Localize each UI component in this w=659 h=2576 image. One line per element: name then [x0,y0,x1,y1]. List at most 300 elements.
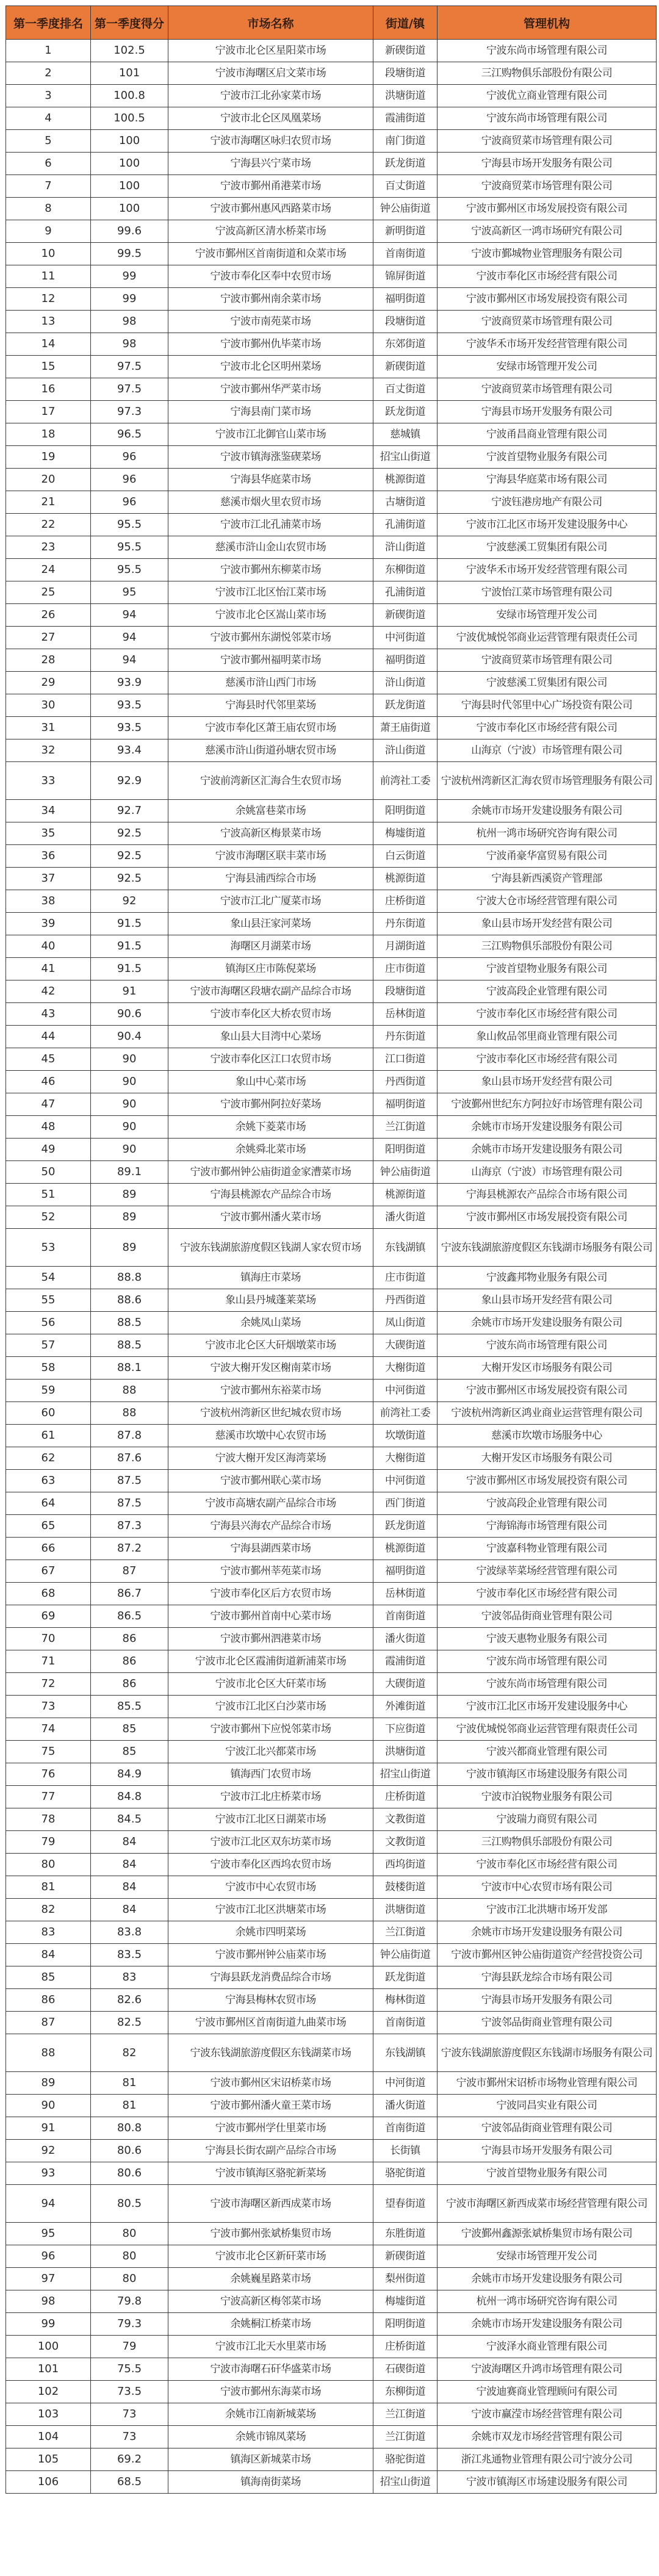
manager-cell: 宁波兴都商业管理有限公司 [438,1741,657,1763]
score-cell: 80 [91,2245,168,2268]
manager-cell: 三江购物俱乐部股份有限公司 [438,935,657,958]
table-row [6,935,657,958]
street-cell: 跃龙街道 [373,1515,438,1538]
market-name-cell: 宁海县华庭菜市场 [168,469,373,491]
manager-cell: 宁海县新西溪资产管理部 [438,868,657,890]
market-name-cell: 镇海区庄市陈倪菜场 [168,958,373,980]
market-name-cell: 宁波市鄞州区首南街道九曲菜市场 [168,2012,373,2034]
score-cell: 90 [91,1048,168,1071]
manager-cell: 宁波首望物业服务有限公司 [438,446,657,469]
rank-cell: 47 [6,1093,91,1116]
manager-cell: 余姚市市场开发建设服务有限公司 [438,1312,657,1334]
score-cell: 99.5 [91,243,168,265]
score-cell: 88.5 [91,1312,168,1334]
table-row [6,62,657,85]
manager-cell: 慈溪市坎墩市场服务中心 [438,1425,657,1447]
manager-cell: 宁波商贸菜市场管理有限公司 [438,130,657,153]
market-name-cell: 余姚巍星路菜市场 [168,2268,373,2290]
score-cell: 84.8 [91,1786,168,1808]
rank-cell: 38 [6,890,91,913]
rank-cell: 64 [6,1492,91,1515]
street-cell: 前湾社工委 [373,762,438,800]
street-cell: 前湾社工委 [373,1402,438,1425]
street-cell: 白云街道 [373,845,438,868]
rank-cell: 74 [6,1718,91,1741]
score-cell: 88 [91,1380,168,1402]
street-cell: 丹东街道 [373,1026,438,1048]
market-name-cell: 象山县汪家河菜场 [168,913,373,935]
market-name-cell: 宁波东钱湖旅游度假区东钱湖菜市场 [168,2034,373,2072]
table-row [6,2313,657,2336]
rank-cell: 49 [6,1139,91,1161]
manager-cell: 宁波鄞州鑫源张斌桥集贸市场有限公司 [438,2223,657,2245]
market-name-cell: 宁波市鄞州联心菜市场 [168,1470,373,1492]
table-row [6,1786,657,1808]
manager-cell: 余姚市市场开发建设服务有限公司 [438,2268,657,2290]
manager-cell: 大榭开发区市场服务有限公司 [438,1357,657,1380]
manager-cell: 宁波嘉科物业管理有限公司 [438,1538,657,1560]
manager-cell: 宁波迪赛商业管理顾问有限公司 [438,2381,657,2403]
score-cell: 91.5 [91,958,168,980]
manager-cell: 宁海县时代邻里中心广场投资有限公司 [438,694,657,717]
market-name-cell: 宁波大榭开发区榭南菜市场 [168,1357,373,1380]
score-cell: 100.8 [91,85,168,107]
score-cell: 95.5 [91,536,168,559]
manager-cell: 浙江兆通物业管理有限公司宁波分公司 [438,2448,657,2471]
market-name-cell: 余姚下菱菜市场 [168,1116,373,1139]
market-name-cell: 宁波市鄞州甬港菜市场 [168,175,373,198]
rank-cell: 26 [6,604,91,627]
street-cell: 凤山街道 [373,1312,438,1334]
manager-cell: 宁波市江北区市场开发建设服务中心 [438,514,657,536]
market-name-cell: 镇海西门农贸市场 [168,1763,373,1786]
score-cell: 82.6 [91,1989,168,2012]
market-name-cell: 余姚富巷菜市场 [168,800,373,822]
table-row [6,958,657,980]
table-row [6,423,657,446]
manager-cell: 宁海县市场开发服务有限公司 [438,1989,657,2012]
market-name-cell: 宁波市鄞州福明菜市场 [168,649,373,672]
market-name-cell: 宁波市北仑区新矸菜市场 [168,2245,373,2268]
score-cell: 89 [91,1184,168,1206]
market-name-cell: 宁波市鄞州首南中心菜市场 [168,1605,373,1628]
street-cell: 梅林街道 [373,1989,438,2012]
street-cell: 长街镇 [373,2140,438,2162]
manager-cell: 宁波鑫邦物业服务有限公司 [438,1267,657,1289]
table-row [6,1071,657,1093]
rank-cell: 48 [6,1116,91,1139]
table-row [6,2403,657,2426]
table-row [6,175,657,198]
rank-cell: 30 [6,694,91,717]
market-name-cell: 宁波市江北区日湖菜市场 [168,1808,373,1831]
table-row [6,1184,657,1206]
score-cell: 83 [91,1966,168,1989]
market-name-cell: 宁波高新区梅邻菜市场 [168,2290,373,2313]
market-name-cell: 宁波高新区梅景菜市场 [168,822,373,845]
market-name-cell: 宁海县兴宁菜市场 [168,153,373,175]
market-name-cell: 宁波市海曙区联丰菜市场 [168,845,373,868]
score-cell: 87.5 [91,1492,168,1515]
score-cell: 94 [91,649,168,672]
market-name-cell: 宁波市奉化区江口农贸市场 [168,1048,373,1071]
street-cell: 东钱湖镇 [373,1229,438,1267]
market-name-cell: 宁波市奉化区后方农贸市场 [168,1583,373,1605]
rank-cell: 29 [6,672,91,694]
manager-cell: 宁波市镇海区市场建设服务有限公司 [438,2471,657,2494]
table-row [6,401,657,423]
street-cell: 兰江街道 [373,1116,438,1139]
street-cell: 潘火街道 [373,1206,438,1229]
table-row [6,694,657,717]
market-name-cell: 宁波市鄞州学仕里菜市场 [168,2117,373,2140]
score-cell: 93.5 [91,717,168,739]
table-row [6,1515,657,1538]
score-cell: 102.5 [91,40,168,62]
table-row [6,2268,657,2290]
rank-cell: 32 [6,739,91,762]
rank-cell: 79 [6,1831,91,1854]
market-name-cell: 宁波东钱湖旅游度假区钱湖人家农贸市场 [168,1229,373,1267]
table-row [6,1093,657,1116]
street-cell: 段塘街道 [373,980,438,1003]
rank-cell: 33 [6,762,91,800]
manager-cell: 宁波首望物业服务有限公司 [438,958,657,980]
table-row [6,1831,657,1854]
score-cell: 86 [91,1673,168,1696]
table-row [6,1854,657,1876]
rank-cell: 87 [6,2012,91,2034]
street-cell: 阳明街道 [373,2313,438,2336]
rank-cell: 36 [6,845,91,868]
manager-cell: 宁波高段企业管理有限公司 [438,980,657,1003]
market-name-cell: 宁波市北仑区大矸烟墩菜市场 [168,1334,373,1357]
manager-cell: 宁波甬昌商业管理有限公司 [438,423,657,446]
rank-cell: 70 [6,1628,91,1650]
table-row [6,2336,657,2358]
manager-cell: 宁波绿莘菜场经营管理有限公司 [438,1560,657,1583]
market-name-cell: 宁海县跃龙消费品综合市场 [168,1966,373,1989]
score-cell: 87.5 [91,1470,168,1492]
table-row [6,868,657,890]
table-row [6,1402,657,1425]
rank-cell: 94 [6,2185,91,2223]
street-cell: 浒山街道 [373,672,438,694]
market-name-cell: 余姚桐江桥菜市场 [168,2313,373,2336]
market-name-cell: 宁波市鄞州泗港菜市场 [168,1628,373,1650]
manager-cell: 宁海县桃源农产品综合市场有限公司 [438,1184,657,1206]
rank-cell: 57 [6,1334,91,1357]
street-cell: 首南街道 [373,1605,438,1628]
rank-cell: 11 [6,265,91,288]
table-row [6,130,657,153]
street-cell: 鼓楼街道 [373,1876,438,1899]
market-name-cell: 余姚市锦凤菜场 [168,2426,373,2448]
market-name-cell: 宁波市奉化区奉中农贸市场 [168,265,373,288]
street-cell: 兰江街道 [373,2426,438,2448]
market-name-cell: 宁波市北仑区星阳菜市场 [168,40,373,62]
market-name-cell: 宁波市奉化区西坞农贸市场 [168,1854,373,1876]
table-row [6,1267,657,1289]
market-name-cell: 宁波市江北区白沙菜市场 [168,1696,373,1718]
table-row [6,1048,657,1071]
rank-cell: 42 [6,980,91,1003]
street-cell: 西坞街道 [373,1854,438,1876]
market-name-cell: 宁波前湾新区汇海合生农贸市场 [168,762,373,800]
table-row [6,627,657,649]
score-cell: 88.5 [91,1334,168,1357]
table-row [6,2162,657,2185]
rank-cell: 43 [6,1003,91,1026]
manager-cell: 三江购物俱乐部股份有限公司 [438,62,657,85]
score-cell: 85.5 [91,1696,168,1718]
rank-cell: 53 [6,1229,91,1267]
table-row [6,2381,657,2403]
score-cell: 86 [91,1628,168,1650]
street-cell: 福明街道 [373,1093,438,1116]
table-row [6,1696,657,1718]
market-name-cell: 慈溪市浒山街道孙塘农贸市场 [168,739,373,762]
manager-cell: 余姚市市场开发建设服务有限公司 [438,800,657,822]
manager-cell: 宁海锦海市场管理有限公司 [438,1515,657,1538]
market-name-cell: 宁波市江北区怡江菜市场 [168,581,373,604]
manager-cell: 宁海县市场开发服务有限公司 [438,153,657,175]
manager-cell: 宁海县市场开发服务有限公司 [438,401,657,423]
street-cell: 福明街道 [373,288,438,311]
market-name-cell: 宁海县湖西菜市场 [168,1538,373,1560]
street-cell: 岳林街道 [373,1583,438,1605]
manager-cell: 宁波市江北区市场开发建设服务中心 [438,1696,657,1718]
table-row [6,1334,657,1357]
street-cell: 庄桥街道 [373,2336,438,2358]
score-cell: 86.7 [91,1583,168,1605]
score-cell: 92.7 [91,800,168,822]
manager-cell: 宁波慈溪工贸集团有限公司 [438,672,657,694]
street-cell: 新碶街道 [373,356,438,378]
score-cell: 86.5 [91,1605,168,1628]
score-cell: 89 [91,1229,168,1267]
manager-cell: 宁波华禾市场开发经营管理有限公司 [438,559,657,581]
table-row [6,2426,657,2448]
rank-cell: 105 [6,2448,91,2471]
score-cell: 88 [91,1402,168,1425]
market-name-cell: 宁波市鄞州东柳菜市场 [168,559,373,581]
market-name-cell: 宁波市鄞州潘火童王菜市场 [168,2095,373,2117]
street-cell: 东柳街道 [373,2381,438,2403]
table-row [6,1116,657,1139]
rank-cell: 12 [6,288,91,311]
rank-cell: 73 [6,1696,91,1718]
score-cell: 90.6 [91,1003,168,1026]
table-row [6,1560,657,1583]
score-cell: 96 [91,469,168,491]
score-cell: 80.8 [91,2117,168,2140]
manager-cell: 宁波高新区一鸿市场研究有限公司 [438,220,657,243]
table-row [6,1718,657,1741]
rank-cell: 66 [6,1538,91,1560]
rank-cell: 62 [6,1447,91,1470]
manager-cell: 宁波市鄞州区市场发展投资有限公司 [438,1206,657,1229]
street-cell: 霞浦街道 [373,107,438,130]
table-row [6,845,657,868]
table-row [6,1206,657,1229]
market-name-cell: 海曙区月湖菜市场 [168,935,373,958]
table-row [6,1289,657,1312]
market-name-cell: 宁海县浦西综合市场 [168,868,373,890]
rank-cell: 40 [6,935,91,958]
table-row [6,2140,657,2162]
street-cell: 西门街道 [373,1492,438,1515]
table-row [6,1876,657,1899]
rank-cell: 20 [6,469,91,491]
street-cell: 大榭街道 [373,1447,438,1470]
rank-cell: 10 [6,243,91,265]
manager-cell: 三江购物俱乐部股份有限公司 [438,1831,657,1854]
rank-cell: 101 [6,2358,91,2381]
table-row [6,2471,657,2494]
manager-cell: 宁波市江北洪塘市场开发部 [438,1899,657,1921]
manager-cell: 宁波东尚市场管理有限公司 [438,107,657,130]
manager-cell: 宁波钰港房地产有限公司 [438,491,657,514]
score-cell: 92.5 [91,845,168,868]
table-row [6,1139,657,1161]
manager-cell: 宁波市泊锐物业服务有限公司 [438,1786,657,1808]
manager-cell: 宁波市奉化区市场经营有限公司 [438,1048,657,1071]
table-row [6,2245,657,2268]
rank-cell: 54 [6,1267,91,1289]
manager-cell: 宁波市鄞州区市场发展投资有限公司 [438,288,657,311]
score-cell: 80.6 [91,2162,168,2185]
table-row [6,265,657,288]
street-cell: 霞浦街道 [373,1650,438,1673]
rank-cell: 58 [6,1357,91,1380]
table-row [6,311,657,333]
manager-cell: 宁波甬豪华富贸易有限公司 [438,845,657,868]
street-cell: 骆驼街道 [373,2162,438,2185]
score-cell: 84 [91,1854,168,1876]
score-cell: 95 [91,581,168,604]
table-row [6,2358,657,2381]
street-cell: 洪塘街道 [373,85,438,107]
table-row [6,1583,657,1605]
street-cell: 望春街道 [373,2185,438,2223]
rank-cell: 35 [6,822,91,845]
score-cell: 73.5 [91,2381,168,2403]
score-cell: 82 [91,2034,168,2072]
score-cell: 69.2 [91,2448,168,2471]
score-cell: 100 [91,153,168,175]
manager-cell: 象山县市场开发经营有限公司 [438,1071,657,1093]
rank-cell: 95 [6,2223,91,2245]
street-cell: 钟公庙街道 [373,198,438,220]
table-row [6,333,657,356]
table-row [6,581,657,604]
street-cell: 跃龙街道 [373,401,438,423]
table-row [6,2185,657,2223]
score-cell: 98 [91,333,168,356]
score-cell: 97.3 [91,401,168,423]
market-name-cell: 宁波市鄞州钟公庙菜市场 [168,1944,373,1966]
score-cell: 84 [91,1899,168,1921]
table-row [6,672,657,694]
street-cell: 丹东街道 [373,913,438,935]
table-row [6,1357,657,1380]
manager-cell: 宁波市赢滢市场经营管理有限公司 [438,2403,657,2426]
market-name-cell: 慈溪市浒山西门市场 [168,672,373,694]
rank-cell: 100 [6,2336,91,2358]
score-cell: 68.5 [91,2471,168,2494]
market-name-cell: 宁波市江北孙家菜市场 [168,85,373,107]
table-row [6,491,657,514]
manager-cell: 宁波同昌实业有限公司 [438,2095,657,2117]
street-cell: 首南街道 [373,243,438,265]
street-cell: 孔浦街道 [373,514,438,536]
rank-cell: 67 [6,1560,91,1583]
score-cell: 82.5 [91,2012,168,2034]
street-cell: 孔浦街道 [373,581,438,604]
table-row [6,1763,657,1786]
score-cell: 87.8 [91,1425,168,1447]
table-row [6,1425,657,1447]
manager-cell: 宁波商贸菜市场管理有限公司 [438,175,657,198]
rank-cell: 106 [6,2471,91,2494]
rank-cell: 28 [6,649,91,672]
score-cell: 81 [91,2095,168,2117]
market-name-cell: 宁波市江北广厦菜市场 [168,890,373,913]
score-cell: 97.5 [91,356,168,378]
street-cell: 中河街道 [373,2072,438,2095]
market-name-cell: 宁波市北仑区大矸菜市场 [168,1673,373,1696]
manager-cell: 宁波怡江菜市场管理有限公司 [438,581,657,604]
table-header-row [6,6,657,40]
table-row [6,559,657,581]
table-row [6,1161,657,1184]
rank-cell: 85 [6,1966,91,1989]
table-row [6,1673,657,1696]
street-cell: 庄桥街道 [373,1786,438,1808]
street-cell: 阳明街道 [373,1139,438,1161]
score-cell: 92.5 [91,822,168,845]
manager-cell: 余姚市市场开发建设服务有限公司 [438,1921,657,1944]
rank-cell: 7 [6,175,91,198]
rank-cell: 17 [6,401,91,423]
score-cell: 99.6 [91,220,168,243]
score-cell: 84.9 [91,1763,168,1786]
table-row [6,1492,657,1515]
manager-cell: 宁波东尚市场管理有限公司 [438,1334,657,1357]
table-row [6,198,657,220]
street-cell: 桃源街道 [373,1184,438,1206]
street-cell: 兰江街道 [373,1921,438,1944]
table-row [6,1921,657,1944]
column-header-manager: 管理机构 [438,6,657,40]
market-name-cell: 宁海县南门菜市场 [168,401,373,423]
table-row [6,85,657,107]
street-cell: 东郊街道 [373,333,438,356]
street-cell: 大碶街道 [373,1334,438,1357]
column-header-rank: 第一季度排名 [6,6,91,40]
market-name-cell: 宁波市鄞州东裕菜市场 [168,1380,373,1402]
manager-cell: 安绿市场管理开发公司 [438,604,657,627]
rank-cell: 59 [6,1380,91,1402]
manager-cell: 宁波商贸菜市场管理有限公司 [438,378,657,401]
score-cell: 87 [91,1560,168,1583]
street-cell: 段塘街道 [373,311,438,333]
market-name-cell: 宁波市江北庄桥菜市场 [168,1786,373,1808]
score-cell: 87.3 [91,1515,168,1538]
street-cell: 萧王庙街道 [373,717,438,739]
manager-cell: 大榭开发区市场服务有限公司 [438,1447,657,1470]
